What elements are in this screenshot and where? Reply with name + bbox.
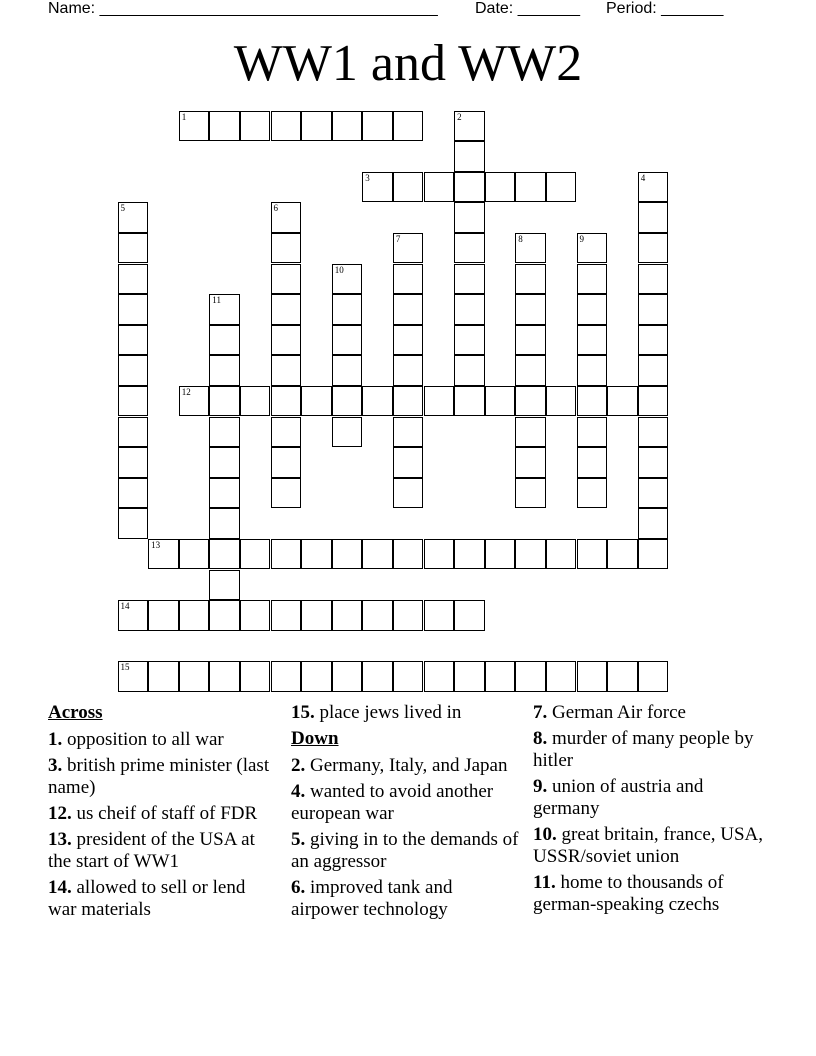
grid-cell[interactable] xyxy=(454,325,485,356)
grid-cell[interactable] xyxy=(454,355,485,386)
grid-cell[interactable] xyxy=(515,478,546,509)
grid-cell[interactable] xyxy=(515,447,546,478)
clue-down-9: 9. union of austria and germany xyxy=(533,776,704,819)
clue-column-2 xyxy=(291,702,521,925)
grid-cell[interactable] xyxy=(515,661,546,692)
period-field[interactable]: Period: _______ xyxy=(606,0,724,17)
grid-cell[interactable] xyxy=(577,233,608,264)
grid-cell[interactable] xyxy=(362,172,393,203)
grid-cell[interactable] xyxy=(515,264,546,295)
grid-cell[interactable] xyxy=(515,386,546,417)
grid-cell[interactable] xyxy=(118,661,149,692)
grid-cell[interactable] xyxy=(393,600,424,631)
grid-cell[interactable] xyxy=(607,661,638,692)
grid-cell[interactable] xyxy=(240,661,271,692)
grid-cell[interactable] xyxy=(454,539,485,570)
grid-cell[interactable] xyxy=(240,111,271,142)
grid-cell[interactable] xyxy=(332,386,363,417)
grid-cell[interactable] xyxy=(301,539,332,570)
grid-cell[interactable] xyxy=(240,386,271,417)
grid-cell[interactable] xyxy=(209,539,240,570)
grid-cell[interactable] xyxy=(301,111,332,142)
grid-cell[interactable] xyxy=(332,325,363,356)
clue-down-5: 5. giving in to the demands of an aggressor xyxy=(291,829,519,872)
grid-cell[interactable] xyxy=(485,386,516,417)
grid-cell[interactable] xyxy=(271,447,302,478)
grid-cell[interactable] xyxy=(118,508,149,539)
grid-cell[interactable] xyxy=(454,172,485,203)
grid-cell[interactable] xyxy=(118,386,149,417)
grid-cell[interactable] xyxy=(393,294,424,325)
grid-cell[interactable] xyxy=(393,111,424,142)
grid-cell[interactable] xyxy=(638,202,669,233)
grid-cell[interactable] xyxy=(638,355,669,386)
grid-cell[interactable] xyxy=(393,478,424,509)
grid-cell[interactable] xyxy=(393,386,424,417)
grid-cell[interactable] xyxy=(515,325,546,356)
grid-cell[interactable] xyxy=(332,355,363,386)
grid-cell[interactable] xyxy=(607,386,638,417)
grid-cell[interactable] xyxy=(454,111,485,142)
grid-cell[interactable] xyxy=(118,478,149,509)
grid-cell[interactable] xyxy=(638,478,669,509)
grid-cell[interactable] xyxy=(271,539,302,570)
grid-cell[interactable] xyxy=(179,600,210,631)
grid-cell[interactable] xyxy=(393,661,424,692)
down-heading: Down xyxy=(291,728,339,749)
grid-cell[interactable] xyxy=(515,355,546,386)
grid-cell[interactable] xyxy=(209,478,240,509)
clue-number-label: 3 xyxy=(365,172,370,183)
grid-cell[interactable] xyxy=(179,661,210,692)
grid-cell[interactable] xyxy=(332,111,363,142)
across-heading: Across xyxy=(48,702,103,723)
grid-cell[interactable] xyxy=(638,264,669,295)
grid-cell[interactable] xyxy=(118,355,149,386)
grid-cell[interactable] xyxy=(393,233,424,264)
grid-cell[interactable] xyxy=(607,539,638,570)
grid-cell[interactable] xyxy=(638,294,669,325)
grid-cell[interactable] xyxy=(332,600,363,631)
grid-cell[interactable] xyxy=(271,233,302,264)
clue-across-15: 15. place jews lived in xyxy=(291,702,462,723)
grid-cell[interactable] xyxy=(515,417,546,448)
grid-cell[interactable] xyxy=(118,202,149,233)
grid-cell[interactable] xyxy=(301,386,332,417)
grid-cell[interactable] xyxy=(209,386,240,417)
grid-cell[interactable] xyxy=(454,141,485,172)
grid-cell[interactable] xyxy=(454,386,485,417)
grid-cell[interactable] xyxy=(209,447,240,478)
grid-cell[interactable] xyxy=(271,417,302,448)
grid-cell[interactable] xyxy=(577,478,608,509)
clue-column-1 xyxy=(48,702,278,925)
clue-down-7: 7. German Air force xyxy=(533,702,686,723)
grid-cell[interactable] xyxy=(271,294,302,325)
clue-down-11: 11. home to thousands of german-speaking czechs xyxy=(533,872,724,915)
grid-cell[interactable] xyxy=(209,111,240,142)
grid-cell[interactable] xyxy=(424,600,455,631)
grid-cell[interactable] xyxy=(577,539,608,570)
clue-number-label: 2 xyxy=(457,111,462,122)
grid-cell[interactable] xyxy=(118,325,149,356)
grid-cell[interactable] xyxy=(454,264,485,295)
grid-cell[interactable] xyxy=(332,264,363,295)
clue-number-label: 7 xyxy=(395,233,401,244)
name-field[interactable]: Name: ______________________________________ xyxy=(48,0,438,17)
grid-cell[interactable] xyxy=(271,264,302,295)
clue-down-8: 8. murder of many people by hitler xyxy=(533,728,754,771)
clue-number-label: 1 xyxy=(181,111,187,122)
grid-cell[interactable] xyxy=(271,325,302,356)
date-field[interactable]: Date: _______ xyxy=(475,0,580,17)
grid-cell[interactable] xyxy=(577,264,608,295)
grid-cell[interactable] xyxy=(546,172,577,203)
grid-cell[interactable] xyxy=(118,447,149,478)
grid-cell[interactable] xyxy=(424,386,455,417)
grid-cell[interactable] xyxy=(209,355,240,386)
grid-cell[interactable] xyxy=(515,172,546,203)
grid-cell[interactable] xyxy=(424,172,455,203)
grid-cell[interactable] xyxy=(638,386,669,417)
grid-cell[interactable] xyxy=(179,386,210,417)
grid-cell[interactable] xyxy=(271,111,302,142)
grid-cell[interactable] xyxy=(577,386,608,417)
grid-cell[interactable] xyxy=(362,386,393,417)
grid-cell[interactable] xyxy=(271,355,302,386)
grid-cell[interactable] xyxy=(638,661,669,692)
grid-cell[interactable] xyxy=(209,570,240,601)
clue-number-label: 8 xyxy=(518,233,523,244)
grid-cell[interactable] xyxy=(424,661,455,692)
clue-across-12: 12. us cheif of staff of FDR xyxy=(48,803,258,824)
clue-number-label: 11 xyxy=(212,295,221,306)
grid-cell[interactable] xyxy=(209,661,240,692)
grid-cell[interactable] xyxy=(362,111,393,142)
grid-cell[interactable] xyxy=(638,417,669,448)
grid-cell[interactable] xyxy=(393,325,424,356)
grid-cell[interactable] xyxy=(332,661,363,692)
grid-cell[interactable] xyxy=(638,539,669,570)
grid-cell[interactable] xyxy=(393,539,424,570)
page-title: WW1 and WW2 xyxy=(233,35,583,92)
grid-cell[interactable] xyxy=(638,233,669,264)
clue-number-label: 6 xyxy=(273,203,278,214)
grid-cell[interactable] xyxy=(301,661,332,692)
clue-down-10: 10. great britain, france, USA, USSR/soviet union xyxy=(533,824,764,867)
clue-number-label: 5 xyxy=(120,203,125,214)
grid-cell[interactable] xyxy=(209,417,240,448)
clue-across-14: 14. allowed to sell or lend war materials xyxy=(48,877,246,920)
grid-cell[interactable] xyxy=(546,386,577,417)
clue-number-label: 14 xyxy=(120,601,130,612)
grid-cell[interactable] xyxy=(362,539,393,570)
grid-cell[interactable] xyxy=(577,447,608,478)
grid-cell[interactable] xyxy=(271,202,302,233)
grid-cell[interactable] xyxy=(638,447,669,478)
grid-cell[interactable] xyxy=(209,325,240,356)
grid-cell[interactable] xyxy=(271,478,302,509)
grid-cell[interactable] xyxy=(332,539,363,570)
clue-number-label: 9 xyxy=(579,233,584,244)
grid-cell[interactable] xyxy=(271,600,302,631)
grid-cell[interactable] xyxy=(454,294,485,325)
grid-cell[interactable] xyxy=(546,539,577,570)
clue-number-label: 13 xyxy=(151,539,161,550)
grid-cell[interactable] xyxy=(271,661,302,692)
clue-number-label: 12 xyxy=(181,386,191,397)
clue-down-2: 2. Germany, Italy, and Japan xyxy=(291,755,508,776)
clue-column-3 xyxy=(533,702,768,920)
grid-cell[interactable] xyxy=(515,539,546,570)
grid-cell[interactable] xyxy=(577,355,608,386)
grid-cell[interactable] xyxy=(393,447,424,478)
grid-cell[interactable] xyxy=(638,325,669,356)
grid-cell[interactable] xyxy=(515,233,546,264)
grid-cell[interactable] xyxy=(118,600,149,631)
grid-cell[interactable] xyxy=(362,600,393,631)
grid-cell[interactable] xyxy=(577,325,608,356)
grid-cell[interactable] xyxy=(577,294,608,325)
grid-cell[interactable] xyxy=(577,417,608,448)
grid-cell[interactable] xyxy=(240,539,271,570)
clue-number-label: 15 xyxy=(120,662,130,673)
clue-across-13: 13. president of the USA at the start of WW1 xyxy=(48,829,255,872)
grid-cell[interactable] xyxy=(148,600,179,631)
grid-cell[interactable] xyxy=(118,264,149,295)
grid-cell[interactable] xyxy=(454,661,485,692)
grid-cell[interactable] xyxy=(515,294,546,325)
clue-across-3: 3. british prime minister (last name) xyxy=(48,755,270,798)
clue-across-1: 1. opposition to all war xyxy=(48,729,224,750)
clue-number-label: 10 xyxy=(334,264,344,275)
grid-cell[interactable] xyxy=(148,539,179,570)
grid-cell[interactable] xyxy=(577,661,608,692)
grid-cell[interactable] xyxy=(209,294,240,325)
grid-cell[interactable] xyxy=(332,294,363,325)
grid-cell[interactable] xyxy=(209,600,240,631)
grid-cell[interactable] xyxy=(454,233,485,264)
clue-down-4: 4. wanted to avoid another european war xyxy=(291,781,494,824)
grid-cell[interactable] xyxy=(179,111,210,142)
grid-cell[interactable] xyxy=(393,172,424,203)
clue-number-label: 4 xyxy=(640,172,646,183)
grid-cell[interactable] xyxy=(638,172,669,203)
grid-cell[interactable] xyxy=(332,417,363,448)
grid-cell[interactable] xyxy=(454,600,485,631)
grid-cell[interactable] xyxy=(209,508,240,539)
grid-cell[interactable] xyxy=(362,661,393,692)
grid-cell[interactable] xyxy=(148,661,179,692)
grid-cell[interactable] xyxy=(485,172,516,203)
grid-cell[interactable] xyxy=(485,661,516,692)
grid-cell[interactable] xyxy=(301,600,332,631)
grid-cell[interactable] xyxy=(240,600,271,631)
grid-cell[interactable] xyxy=(393,264,424,295)
grid-cell[interactable] xyxy=(393,417,424,448)
grid-cell[interactable] xyxy=(118,294,149,325)
grid-cell[interactable] xyxy=(118,417,149,448)
grid-cell[interactable] xyxy=(638,508,669,539)
grid-cell[interactable] xyxy=(424,539,455,570)
grid-cell[interactable] xyxy=(179,539,210,570)
grid-cell[interactable] xyxy=(485,539,516,570)
grid-cell[interactable] xyxy=(454,202,485,233)
grid-cell[interactable] xyxy=(118,233,149,264)
clue-down-6: 6. improved tank and airpower technology xyxy=(291,877,453,920)
grid-cell[interactable] xyxy=(393,355,424,386)
grid-cell[interactable] xyxy=(271,386,302,417)
grid-cell[interactable] xyxy=(546,661,577,692)
